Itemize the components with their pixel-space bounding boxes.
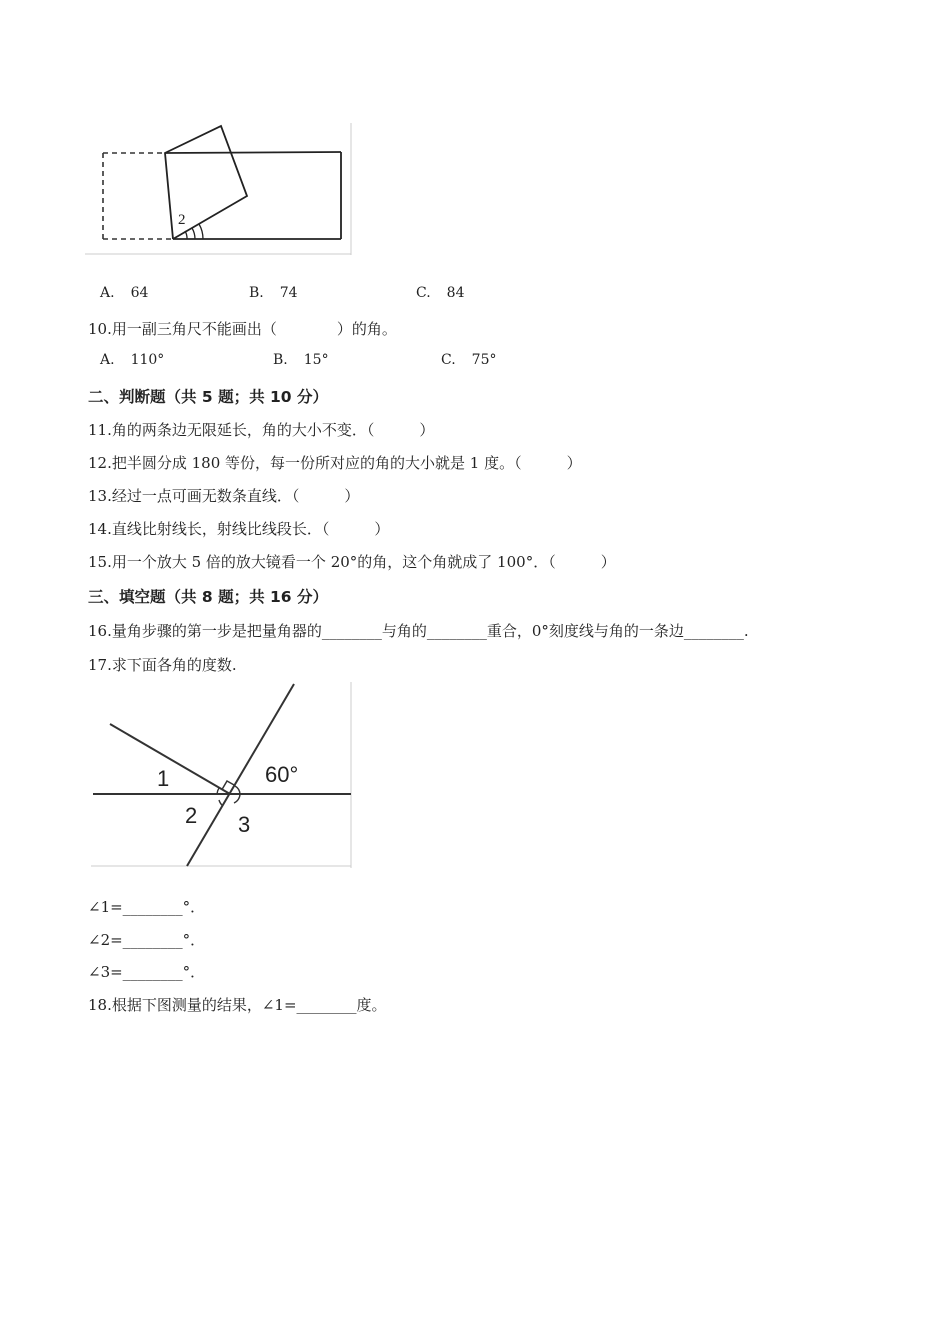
option-letter: A. <box>100 352 115 368</box>
q15-text: 15.用一个放大 5 倍的放大镜看一个 20°的角，这个角就成了 100°．（ ） <box>88 553 616 571</box>
option-letter: B. <box>273 352 288 368</box>
option-value: 64 <box>130 285 149 301</box>
angle-1-label: 1 <box>157 766 170 791</box>
q9-option-c[interactable] <box>416 285 465 301</box>
q17-text: 17.求下面各角的度数. <box>88 656 237 674</box>
q10-option-b[interactable] <box>273 352 329 368</box>
answer-angle-2: ∠2=________°． <box>88 931 206 949</box>
answer-angle-3: ∠3=________°． <box>88 963 206 981</box>
section3-heading: 三、填空题（共 8 题；共 16 分） <box>88 588 328 606</box>
q12-text: 12.把半圆分成 180 等份，每一份所对应的角的大小就是 1 度。（ ） <box>88 454 582 472</box>
angle-2-label: 2 <box>185 803 198 828</box>
q9-figure-label: 2 <box>178 212 186 228</box>
option-value: 75° <box>471 352 497 368</box>
angle-60-label: 60° <box>265 762 299 787</box>
q10-text: 10.用一副三角尺不能画出（ ）的角。 <box>88 320 397 338</box>
q9-option-a[interactable] <box>100 285 148 301</box>
q10-option-a[interactable] <box>100 352 164 368</box>
option-letter: C. <box>416 285 431 301</box>
q9-option-b[interactable] <box>249 285 298 301</box>
q14-text: 14.直线比射线长，射线比线段长．（ ） <box>88 520 390 538</box>
option-value: 74 <box>279 285 298 301</box>
q18-text: 18.根据下图测量的结果，∠1=________度。 <box>88 996 387 1014</box>
option-value: 15° <box>303 352 329 368</box>
answer-angle-1: ∠1=________°． <box>88 898 206 916</box>
q10-option-c[interactable] <box>441 352 497 368</box>
option-letter: B. <box>249 285 264 301</box>
angle-3-label: 3 <box>238 812 251 837</box>
q11-text: 11.角的两条边无限延长，角的大小不变．（ ） <box>88 421 435 439</box>
q16-text: 16.量角步骤的第一步是把量角器的________与角的________重合，0°刻度线与角的一条边________. <box>88 622 749 640</box>
option-letter: C. <box>441 352 456 368</box>
option-value: 110° <box>130 352 165 368</box>
section2-heading: 二、判断题（共 5 题；共 10 分） <box>88 388 328 406</box>
q17-figure <box>91 682 353 868</box>
q9-figure <box>85 123 353 255</box>
q13-text: 13.经过一点可画无数条直线．（ ） <box>88 487 360 505</box>
option-letter: A. <box>100 285 115 301</box>
option-value: 84 <box>446 285 465 301</box>
